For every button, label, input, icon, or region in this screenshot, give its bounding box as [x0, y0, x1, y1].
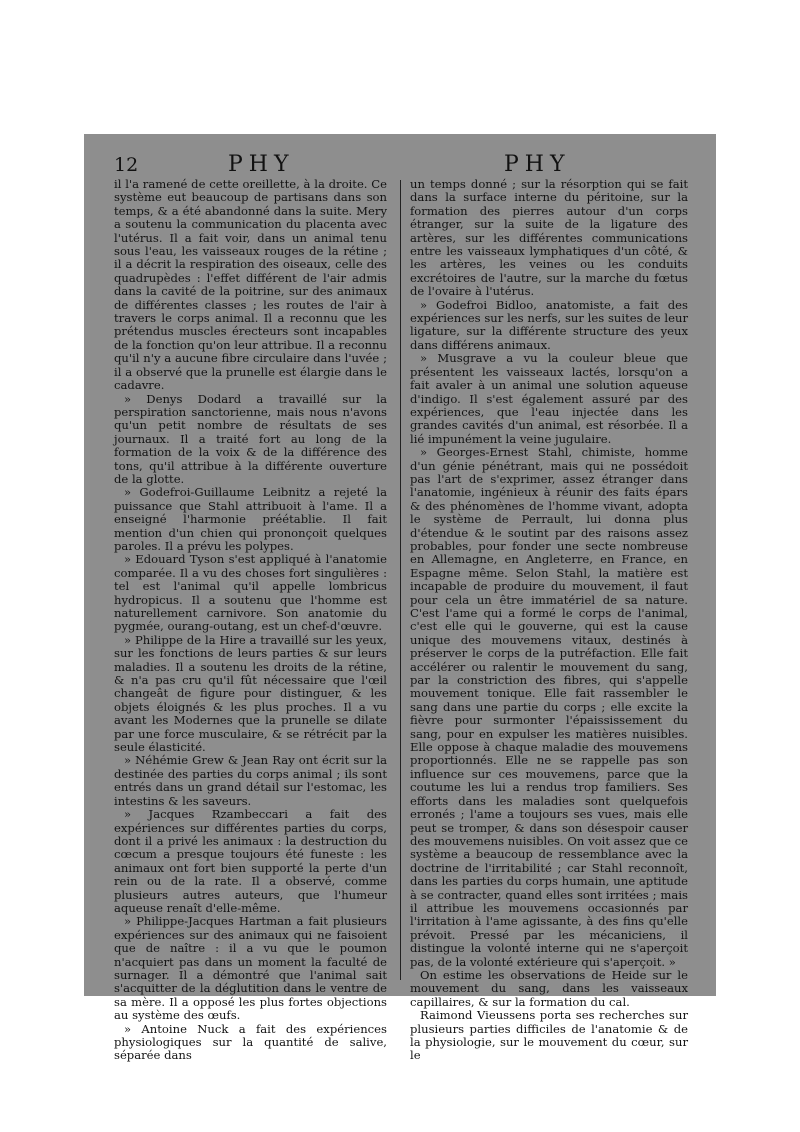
- paragraph: il l'a ramené de cette oreillette, à la droite. Ce système eut beaucoup de partisans dans son temps, & a été abandonné dans la suite. Mery a soutenu la communication du placenta avec l'utérus. Il a fait voir, dans un animal tenu sous l'eau, les vaisseaux rouges de la rétine ; il a décrit la respiration des oiseaux, celle des quadrupèdes : l'effet différent de l'air admis dans la cavité de la poitrine, sur des animaux de différentes classes ; les routes de l'air à travers le corps animal. Il a reconnu que les prétendus muscles érecteurs sont incapables de la fonction qu'on leur attribue. Il a reconnu qu'il n'y a aucune fibre circulaire dans l'uvée ; il a observé que la prunelle est élargie dans le cadavre.: [114, 177, 387, 393]
- paragraph: un temps donné ; sur la résorption qui se fait dans la surface interne du péritoine, sur la formation des pierres autour d'un corps étranger, sur la suite de la ligature des artères, sur les différentes communications entre les vaisseaux lymphatiques d'un côté, & les artères, les veines ou les conduits excrétoires de l'autre, sur la marche du fœtus de l'ovaire à l'utérus.: [410, 177, 688, 299]
- paragraph: » Georges-Ernest Stahl, chimiste, homme d'un génie pénétrant, mais qui ne possédoit pas l'art de s'exprimer, assez étranger dans l'anatomie, ingénieux à réunir des faits épars & des phénomènes de l'homme vivant, adopta le système de Perrault, lui donna plus d'étendue & le soutint par des raisons assez probables, pour fonder une secte nombreuse en Allemagne, en Angleterre, en France, en Espagne même. Selon Stahl, la matière est incapable de produire du mouvement, il faut pour cela un être immatériel de sa nature. C'est l'ame qui a formé le corps de l'animal, c'est elle qui le gouverne, qui est la cause unique des mouvemens vitaux, destinés à préserver le corps de la putréfaction. Elle fait accélérer ou ralentir le mouvement du sang, par la constriction des fibres, qui s'appelle mouvement tonique. Elle fait rassembler le sang dans une partie du corps ; elle excite la fièvre pour surmonter l'épaississement du sang, pour en expulser les matières nuisibles. Elle oppose à chaque maladie des mouvemens proportionnés. Elle ne se rappelle pas son influence sur ces mouvemens, parce que la coutume les lui a rendus trop familiers. Ses efforts dans les maladies sont quelquefois erronés ; l'ame a toujours ses vues, mais elle peut se tromper, & dans son désespoir causer des mouvemens nuisibles. On voit assez que ce système a beaucoup de ressemblance avec la doctrine de l'irritabilité ; car Stahl reconnoît, dans les parties du corps humain, une aptitude à se contracter, quand elles sont irritées ; mais il attribue les mouvemens occasionnés par l'irritation à l'ame agissante, à des fins qu'elle prévoit. Pressé par les mécaniciens, il distingue la volonté interne qui ne s'aperçoit pas, de la volonté extérieure qui s'aperçoit. »: [410, 445, 688, 969]
- paragraph: On estime les observations de Heide sur le mouvement du sang, dans les vaisseaux capillaires, & sur la formation du cal.: [410, 967, 688, 1009]
- paragraph: » Denys Dodard a travaillé sur la perspiration sanctorienne, mais nous n'avons qu'un petit nombre de résultats de ses journaux. Il a traité fort au long de la formation de la voix & de la différence des tons, qu'il attribue à la différente ouverture de la glotte.: [114, 391, 387, 486]
- running-head-left: PHY: [228, 152, 295, 177]
- paragraph: » Philippe-Jacques Hartman a fait plusieurs expériences sur des animaux qui ne faisoient que de naître : il a vu que le poumon n'acquiert pas dans un moment la faculté de surnager. Il a démontré que l'animal sait s'acquitter de la déglutition dans le ventre de sa mère. Il a opposé les plus fortes objections au système des œufs.: [114, 914, 387, 1023]
- paragraph: » Antoine Nuck a fait des expériences physiologiques sur la quantité de salive, séparée dans: [114, 1021, 387, 1063]
- paragraph: » Godefroi Bidloo, anatomiste, a fait des expériences sur les nerfs, sur les suites de leur ligature, sur la différente structure des yeux dans différens animaux.: [410, 297, 688, 352]
- scanned-page: [84, 134, 716, 1063]
- paragraph: » Musgrave a vu la couleur bleue que présentent les vaisseaux lactés, lorsqu'on a fait avaler à un animal une solution aqueuse d'indigo. Il s'est également assuré par des expériences, que l'eau injectée dans les grandes cavités d'un animal, est résorbée. Il a lié impunément la veine jugulaire.: [410, 351, 688, 446]
- page-number: 12: [114, 154, 139, 176]
- paragraph: » Néhémie Grew & Jean Ray ont écrit sur la destinée des parties du corps animal ; ils sont entrés dans un grand détail sur l'estomac, les intestins & les saveurs.: [114, 753, 387, 808]
- paragraph: » Edouard Tyson s'est appliqué à l'anatomie comparée. Il a vu des choses fort singulières : tel est l'animal qu'il appelle lombricus hydropicus. Il a soutenu que l'homme est naturellement carnivore. Son anatomie du pygmée, ourang-outang, est un chef-d'œuvre.: [114, 552, 387, 634]
- left-column: [114, 178, 387, 1063]
- right-column: [410, 178, 688, 1063]
- paragraph: » Philippe de la Hire a travaillé sur les yeux, sur les fonctions de leurs parties & sur leurs maladies. Il a soutenu les droits de la rétine, & n'a pas cru qu'il fût nécessaire que l'œil changeât de figure pour distinguer, & les objets éloignés & les plus proches. Il a vu avant les Modernes que la prunelle se dilate par une force musculaire, & se rétrécit par la seule élasticité.: [114, 632, 387, 755]
- column-divider: [400, 180, 401, 980]
- paragraph: » Jacques Rzambeccari a fait des expériences sur différentes parties du corps, dont il a privé les animaux : la destruction du cœcum a presque toujours été funeste : les animaux ont fort bien supporté la perte d'un rein ou de la rate. Il a observé, comme plusieurs autres auteurs, que l'humeur aqueuse renaît d'elle-même.: [114, 807, 387, 915]
- running-head-right: PHY: [504, 152, 571, 177]
- paragraph: Raimond Vieussens porta ses recherches sur plusieurs parties difficiles de l'anatomie & de la physiologie, sur le mouvement du cœur, sur le: [410, 1008, 688, 1063]
- page-header: [84, 152, 716, 178]
- paragraph: » Godefroi-Guillaume Leibnitz a rejeté la puissance que Stahl attribuoit à l'ame. Il a enseigné l'harmonie préétablie. Il fait mention d'un chien qui prononçoit quelques paroles. Il a prévu les polypes.: [114, 485, 387, 553]
